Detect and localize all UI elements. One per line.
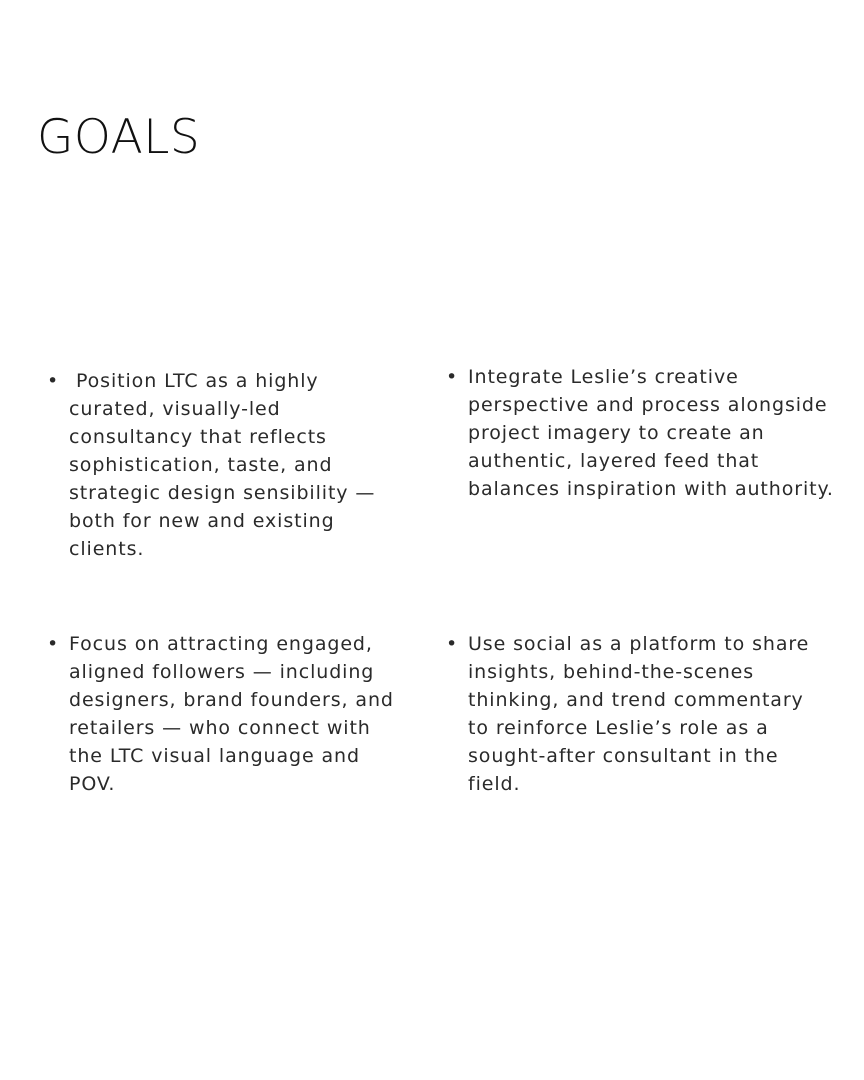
goal-item-creative-perspective bbox=[446, 363, 834, 503]
goal-text: Use social as a platform to share insights, behind-the-scenes thinking, and trend commentary to reinforce Leslie’s role as a sought-after consultant in the field. bbox=[468, 633, 810, 795]
goal-item-audience-focus bbox=[47, 630, 409, 798]
goal-item-brand-positioning bbox=[47, 367, 404, 563]
goal-text: Integrate Leslie’s creative perspective and process alongside project imagery to create an authentic, layered feed that balances inspiration with authority. bbox=[468, 366, 834, 500]
bullet-icon: • bbox=[47, 633, 60, 655]
bullet-icon: • bbox=[446, 633, 459, 655]
bullet-icon: • bbox=[47, 370, 60, 392]
goal-item-thought-leadership bbox=[446, 630, 828, 798]
goal-text: Focus on attracting engaged, aligned followers — including designers, brand founders, and retailers — who connect with the LTC visual language and POV. bbox=[69, 633, 394, 795]
page-title: GOALS bbox=[37, 110, 201, 165]
bullet-icon: • bbox=[446, 366, 459, 388]
goal-text: Position LTC as a highly curated, visually-led consultancy that reflects sophistication, taste, and strategic design sensibility — both for new and existing clients. bbox=[69, 370, 383, 560]
